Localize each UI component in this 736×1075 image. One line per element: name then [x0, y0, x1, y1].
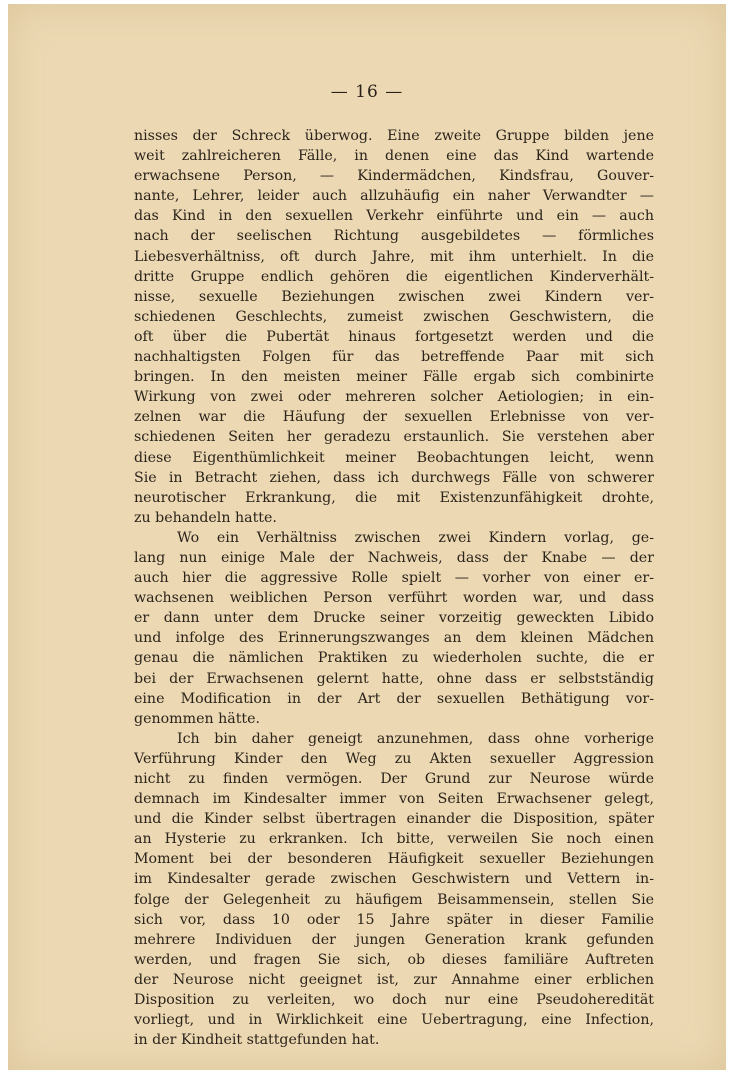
text-line: neurotischer Erkrankung, die mit Existenzunfähigkeit drohte,: [134, 489, 654, 506]
text-line: genau die nämlichen Praktiken zu wiederholen suchte, die er: [134, 650, 654, 667]
text-line: zelnen war die Häufung der sexuellen Erlebnisse von ver-: [134, 409, 654, 426]
paragraph: [134, 729, 654, 1051]
text-line: eine Modification in der Art der sexuellen Bethätigung vor-: [134, 690, 654, 707]
text-line: Sie in Betracht ziehen, dass ich durchwegs Fälle von schwerer: [134, 469, 654, 486]
text-line: genommen hätte.: [134, 710, 261, 727]
text-line: Wo ein Verhältniss zwischen zwei Kindern vorlag, ge-: [177, 529, 654, 546]
text-line: nachhaltigsten Folgen für das betreffende Paar mit sich: [134, 349, 654, 366]
page-number: — 16 —: [330, 82, 404, 102]
body-text: [134, 126, 654, 1050]
text-line: diese Eigenthümlichkeit meiner Beobachtungen leicht, wenn: [134, 449, 654, 466]
text-line: im Kindesalter gerade zwischen Geschwistern und Vettern in-: [134, 871, 654, 888]
text-line: nisses der Schreck überwog. Eine zweite Gruppe bilden jene: [134, 128, 654, 144]
text-line: lang nun einige Male der Nachweis, dass der Knabe — der: [134, 549, 654, 566]
text-line: in der Kindheit stattgefunden hat.: [134, 1032, 380, 1049]
paragraph: [134, 528, 654, 729]
text-line: oft über die Pubertät hinaus fortgesetzt werden und die: [134, 328, 654, 345]
text-line: das Kind in den sexuellen Verkehr einführte und ein — auch: [134, 208, 654, 225]
text-line: schiedenen Geschlechts, zumeist zwischen Geschwistern, die: [134, 308, 654, 325]
book-page: [8, 4, 726, 1070]
text-line: er dann unter dem Drucke seiner vorzeitig geweckten Libido: [134, 610, 654, 627]
text-line: sich vor, dass 10 oder 15 Jahre später in dieser Familie: [134, 911, 654, 928]
text-line: nach der seelischen Richtung ausgebildetes — förmliches: [134, 228, 654, 245]
text-line: wachsenen weiblichen Person verführt worden war, und dass: [134, 590, 654, 607]
text-line: nicht zu finden vermögen. Der Grund zur Neurose würde: [134, 771, 654, 787]
text-line: nisse, sexuelle Beziehungen zwischen zwei Kindern ver-: [134, 288, 654, 305]
text-line: Disposition zu verleiten, wo doch nur eine Pseudoheredität: [134, 992, 654, 1009]
text-line: Ich bin daher geneigt anzunehmen, dass ohne vorherige: [177, 730, 654, 747]
text-line: auch hier die aggressive Rolle spielt — vorher von einer er-: [134, 570, 654, 587]
text-line: mehrere Individuen der jungen Generation krank gefunden: [134, 931, 654, 948]
text-line: an Hysterie zu erkranken. Ich bitte, verweilen Sie noch einen: [134, 831, 654, 848]
text-line: weit zahlreicheren Fälle, in denen eine das Kind wartende: [134, 148, 654, 165]
text-line: Wirkung von zwei oder mehreren solcher Aetiologien; in ein-: [134, 389, 654, 406]
text-line: Verführung Kinder den Weg zu Akten sexueller Aggression: [134, 750, 654, 767]
text-line: und infolge des Erinnerungszwanges an dem kleinen Mädchen: [134, 630, 654, 647]
text-line: demnach im Kindesalter immer von Seiten Erwachsener gelegt,: [134, 791, 654, 808]
text-line: Moment bei der besonderen Häufigkeit sexueller Beziehungen: [134, 851, 654, 868]
text-line: bei der Erwachsenen gelernt hatte, ohne dass er selbstständig: [134, 670, 654, 687]
text-line: werden, und fragen Sie sich, ob dieses familiäre Auftreten: [134, 951, 654, 968]
paragraph: [134, 126, 654, 528]
text-line: folge der Gelegenheit zu häufigem Beisammensein, stellen Sie: [134, 891, 654, 908]
text-line: nante, Lehrer, leider auch allzuhäufig ein naher Verwandter —: [134, 188, 654, 205]
text-line: der Neurose nicht geeignet ist, zur Annahme einer erblichen: [134, 971, 654, 988]
text-line: schiedenen Seiten her geradezu erstaunlich. Sie verstehen aber: [134, 429, 654, 446]
text-line: Liebesverhältniss, oft durch Jahre, mit ihm unterhielt. In die: [134, 248, 654, 265]
text-line: und die Kinder selbst übertragen einander die Disposition, später: [134, 811, 654, 828]
text-line: bringen. In den meisten meiner Fälle ergab sich combinirte: [134, 369, 654, 386]
text-line: zu behandeln hatte.: [134, 509, 277, 526]
text-line: dritte Gruppe endlich gehören die eigentlichen Kinderverhält-: [134, 268, 654, 285]
text-line: erwachsene Person, — Kindermädchen, Kindsfrau, Gouver-: [134, 168, 654, 185]
text-line: vorliegt, und in Wirklichkeit eine Uebertragung, eine Infection,: [134, 1012, 654, 1029]
